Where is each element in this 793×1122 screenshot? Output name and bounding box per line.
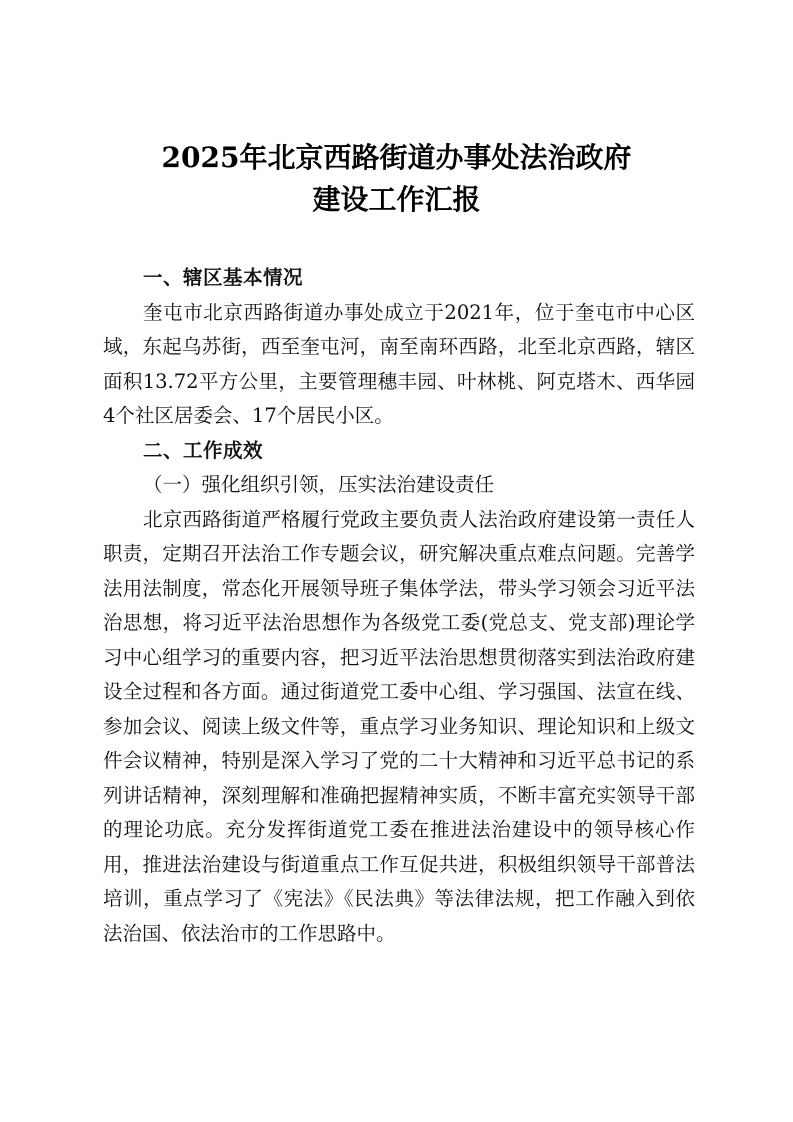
document-title-line-2: 建设工作汇报 — [312, 183, 481, 216]
section-1-heading: 一、辖区基本情况 — [143, 266, 304, 289]
section-2-heading: 二、工作成效 — [143, 438, 264, 462]
subsection-1-heading: （一）强化组织引领，压实法治建设责任 — [143, 473, 495, 496]
subsection-1-paragraph: 北京西路街道严格履行党政主要负责人法治政府建设第一责任人职责，定期召开法治工作专题会议，研究解决重点难点问题。完善学法用法制度，常态化开展领导班子集体学法，带头学习领会习近平法治思想，将习近平法治思想作为各级党工委(党总支、党支部)理论学习中心组学习的重要内容，把习近平法治思想贯彻落实到法治政府建设全过程和各方面。通过街道党工委中心组、学习强国、法宣在线、参加会议、阅读上级文件等，重点学习业务知识、理论知识和上级文件会议精神，特别是深入学习了党的二十大精神和习近平总书记的系列讲话精神，深刻理解和准确把握精神实质，不断丰富充实领导干部的理论功底。充分发挥街道党工委在推进法治建设中的领导核心作用，推进法治建设与街道重点工作互促共进，积极组织领导干部普法培训，重点学习了《宪法》《民法典》等法律法规，把工作融入到依法治国、依法治市的工作思路中。 — [103, 507, 695, 945]
document-body — [103, 261, 695, 951]
section-1-paragraph: 奎屯市北京西路街道办事处成立于2021年，位于奎屯市中心区域，东起乌苏街，西至奎屯河，南至南环西路，北至北京西路，辖区面积13.72平方公里，主要管理穗丰园、叶林桃、阿克塔木、西华园4个社区居委会、17个居民小区。 — [103, 300, 695, 427]
document-title-line-1: 2025年北京西路街道办事处法治政府 — [161, 141, 632, 174]
